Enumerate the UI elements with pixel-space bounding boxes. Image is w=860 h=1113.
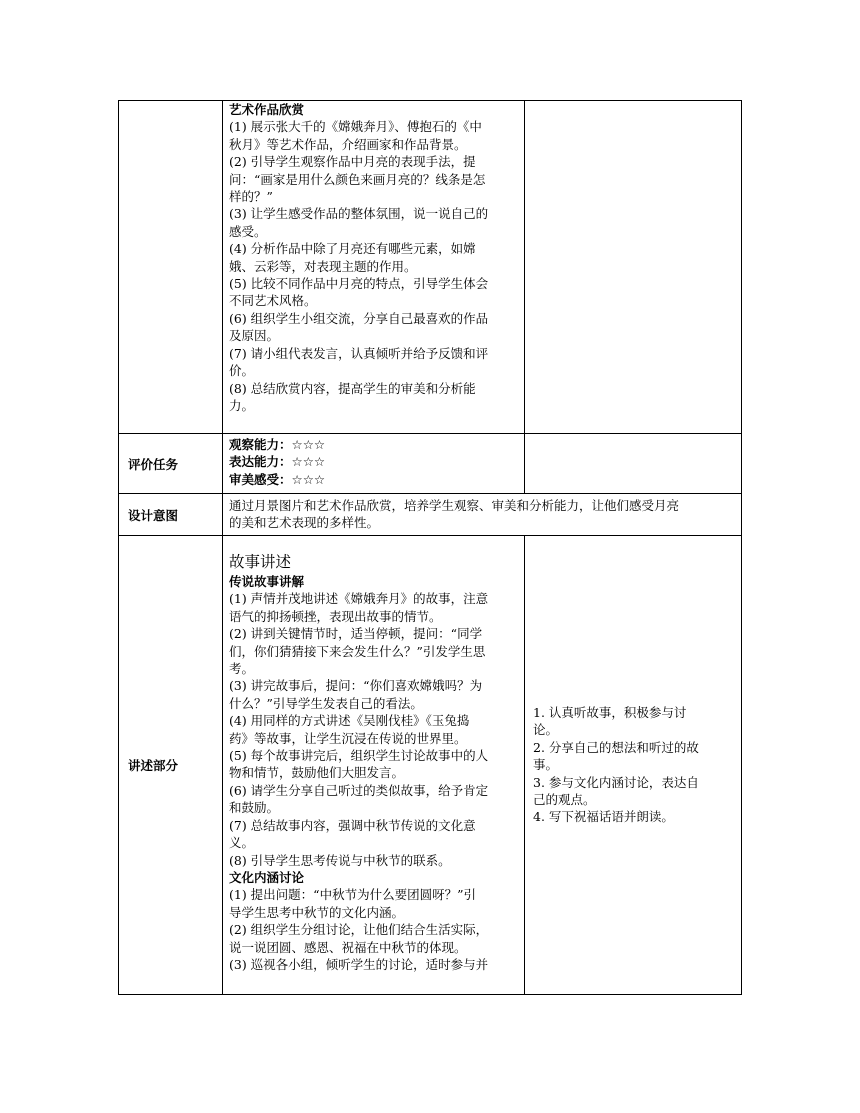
art-appreciation-line: (4) 分析作品中除了月亮还有哪些元素，如嫦 — [229, 241, 476, 257]
art-appreciation-line: 力。 — [229, 397, 255, 413]
art-appreciation-line: 样的？” — [229, 189, 273, 205]
legend-line: 和鼓励。 — [229, 800, 280, 816]
student-activity-line: 事。 — [533, 757, 559, 773]
lesson-plan-table — [118, 100, 742, 995]
evaluation-item: 观察能力：☆☆☆ — [229, 437, 326, 452]
student-activity-line: 己的观点。 — [533, 792, 596, 808]
legend-line: (5) 每个故事讲完后，组织学生讨论故事中的人 — [229, 748, 489, 764]
art-appreciation-line: 价。 — [229, 363, 255, 379]
art-appreciation-line: (6) 组织学生小组交流，分享自己最喜欢的作品 — [229, 310, 489, 326]
evaluation-empty-cell — [525, 434, 741, 493]
art-appreciation-line: (2) 引导学生观察作品中月亮的表现手法，提 — [229, 154, 476, 170]
story-label-cell — [119, 536, 223, 994]
art-appreciation-line: (5) 比较不同作品中月亮的特点，引导学生体会 — [229, 276, 489, 292]
art-appreciation-line: (8) 总结欣赏内容，提高学生的审美和分析能 — [229, 380, 476, 396]
design-label-cell — [119, 494, 223, 535]
art-appreciation-heading: 艺术作品欣赏 — [229, 102, 305, 117]
student-activity-cell — [525, 536, 741, 994]
evaluation-row — [119, 434, 741, 494]
legend-line: 药》等故事，让学生沉浸在传说的世界里。 — [229, 730, 467, 746]
legend-line: (4) 用同样的方式讲述《吴刚伐桂》《玉兔捣 — [229, 713, 470, 729]
art-appreciation-line: (7) 请小组代表发言，认真倾听并给予反馈和评 — [229, 345, 489, 361]
legend-line: 什么？”引导学生发表自己的看法。 — [229, 695, 423, 711]
design-label: 设计意图 — [128, 507, 179, 523]
story-subheading-culture: 文化内涵讨论 — [229, 869, 305, 885]
evaluation-item: 审美感受：☆☆☆ — [229, 471, 326, 487]
culture-line: (2) 组织学生分组讨论，让他们结合生活实际， — [229, 922, 489, 938]
student-activity-line: 2. 分享自己的想法和听过的故 — [533, 739, 699, 755]
art-appreciation-row — [119, 101, 741, 434]
legend-line: (1) 声情并茂地讲述《嫦娥奔月》的故事，注意 — [229, 591, 489, 607]
art-appreciation-line: 问：“画家是用什么颜色来画月亮的？线条是怎 — [229, 171, 486, 187]
evaluation-label: 评价任务 — [128, 456, 179, 472]
legend-line: 语气的抑扬顿挫，表现出故事的情节。 — [229, 608, 442, 624]
evaluation-list — [229, 436, 520, 488]
art-appreciation-line: 秋月》等艺术作品，介绍画家和作品背景。 — [229, 136, 467, 152]
art-appreciation-line: 及原因。 — [229, 328, 280, 344]
legend-line: 们，你们猜猜接下来会发生什么？”引发学生思 — [229, 643, 486, 659]
story-content-cell — [223, 536, 525, 994]
student-activity-line: 论。 — [533, 722, 559, 738]
story-label: 讲述部分 — [128, 758, 179, 773]
story-subheading-legend: 传说故事讲解 — [229, 574, 305, 589]
row1-student-cell — [525, 101, 741, 433]
art-appreciation-line: (1) 展示张大千的《嫦娥奔月》、傅抱石的《中 — [229, 119, 482, 135]
row1-content-cell — [223, 101, 525, 433]
culture-line: 说一说团圆、感恩、祝福在中秋节的体现。 — [229, 939, 467, 955]
art-appreciation-text — [229, 101, 520, 414]
student-activity-line: 4. 写下祝福话语并朗读。 — [533, 809, 674, 825]
art-appreciation-line: (3) 让学生感受作品的整体氛围，说一说自己的 — [229, 206, 489, 222]
culture-line: (1) 提出问题：“中秋节为什么要团圆呀？”引 — [229, 887, 476, 903]
legend-line: (6) 请学生分享自己听过的类似故事，给予肯定 — [229, 782, 489, 798]
culture-line: 导学生思考中秋节的文化内涵。 — [229, 904, 405, 920]
design-text: 通过月景图片和艺术作品欣赏，培养学生观察、审美和分析能力，让他们感受月亮 的美和艺术表现的多样性。 — [229, 498, 680, 531]
evaluation-content-cell — [223, 434, 525, 493]
design-content-cell — [223, 494, 741, 535]
student-activity-line: 3. 参与文化内涵讨论，表达自 — [533, 774, 699, 790]
student-activity-line: 1. 认真听故事，积极参与讨 — [533, 705, 687, 720]
legend-line: (7) 总结故事内容，强调中秋节传说的文化意 — [229, 817, 476, 833]
evaluation-item: 表达能力：☆☆☆ — [229, 454, 326, 470]
legend-line: (3) 讲完故事后，提问：“你们喜欢嫦娥吗？为 — [229, 678, 483, 694]
evaluation-label-cell — [119, 434, 223, 493]
culture-line: (3) 巡视各小组，倾听学生的讨论，适时参与并 — [229, 956, 489, 972]
legend-line: 义。 — [229, 835, 255, 851]
art-appreciation-line: 娥、云彩等，对表现主题的作用。 — [229, 258, 417, 274]
design-intent-row — [119, 494, 741, 536]
row1-label-cell — [119, 101, 223, 433]
art-appreciation-line: 不同艺术风格。 — [229, 293, 317, 309]
legend-line: 考。 — [229, 661, 255, 677]
student-activity-list — [533, 704, 735, 826]
story-row — [119, 536, 741, 994]
story-text — [229, 551, 520, 973]
legend-line: (8) 引导学生思考传说与中秋节的联系。 — [229, 852, 451, 868]
legend-line: (2) 讲到关键情节时，适当停顿，提问：“同学 — [229, 626, 483, 642]
art-appreciation-line: 感受。 — [229, 223, 267, 239]
story-title: 故事讲述 — [229, 553, 292, 571]
legend-line: 物和情节，鼓励他们大胆发言。 — [229, 765, 405, 781]
